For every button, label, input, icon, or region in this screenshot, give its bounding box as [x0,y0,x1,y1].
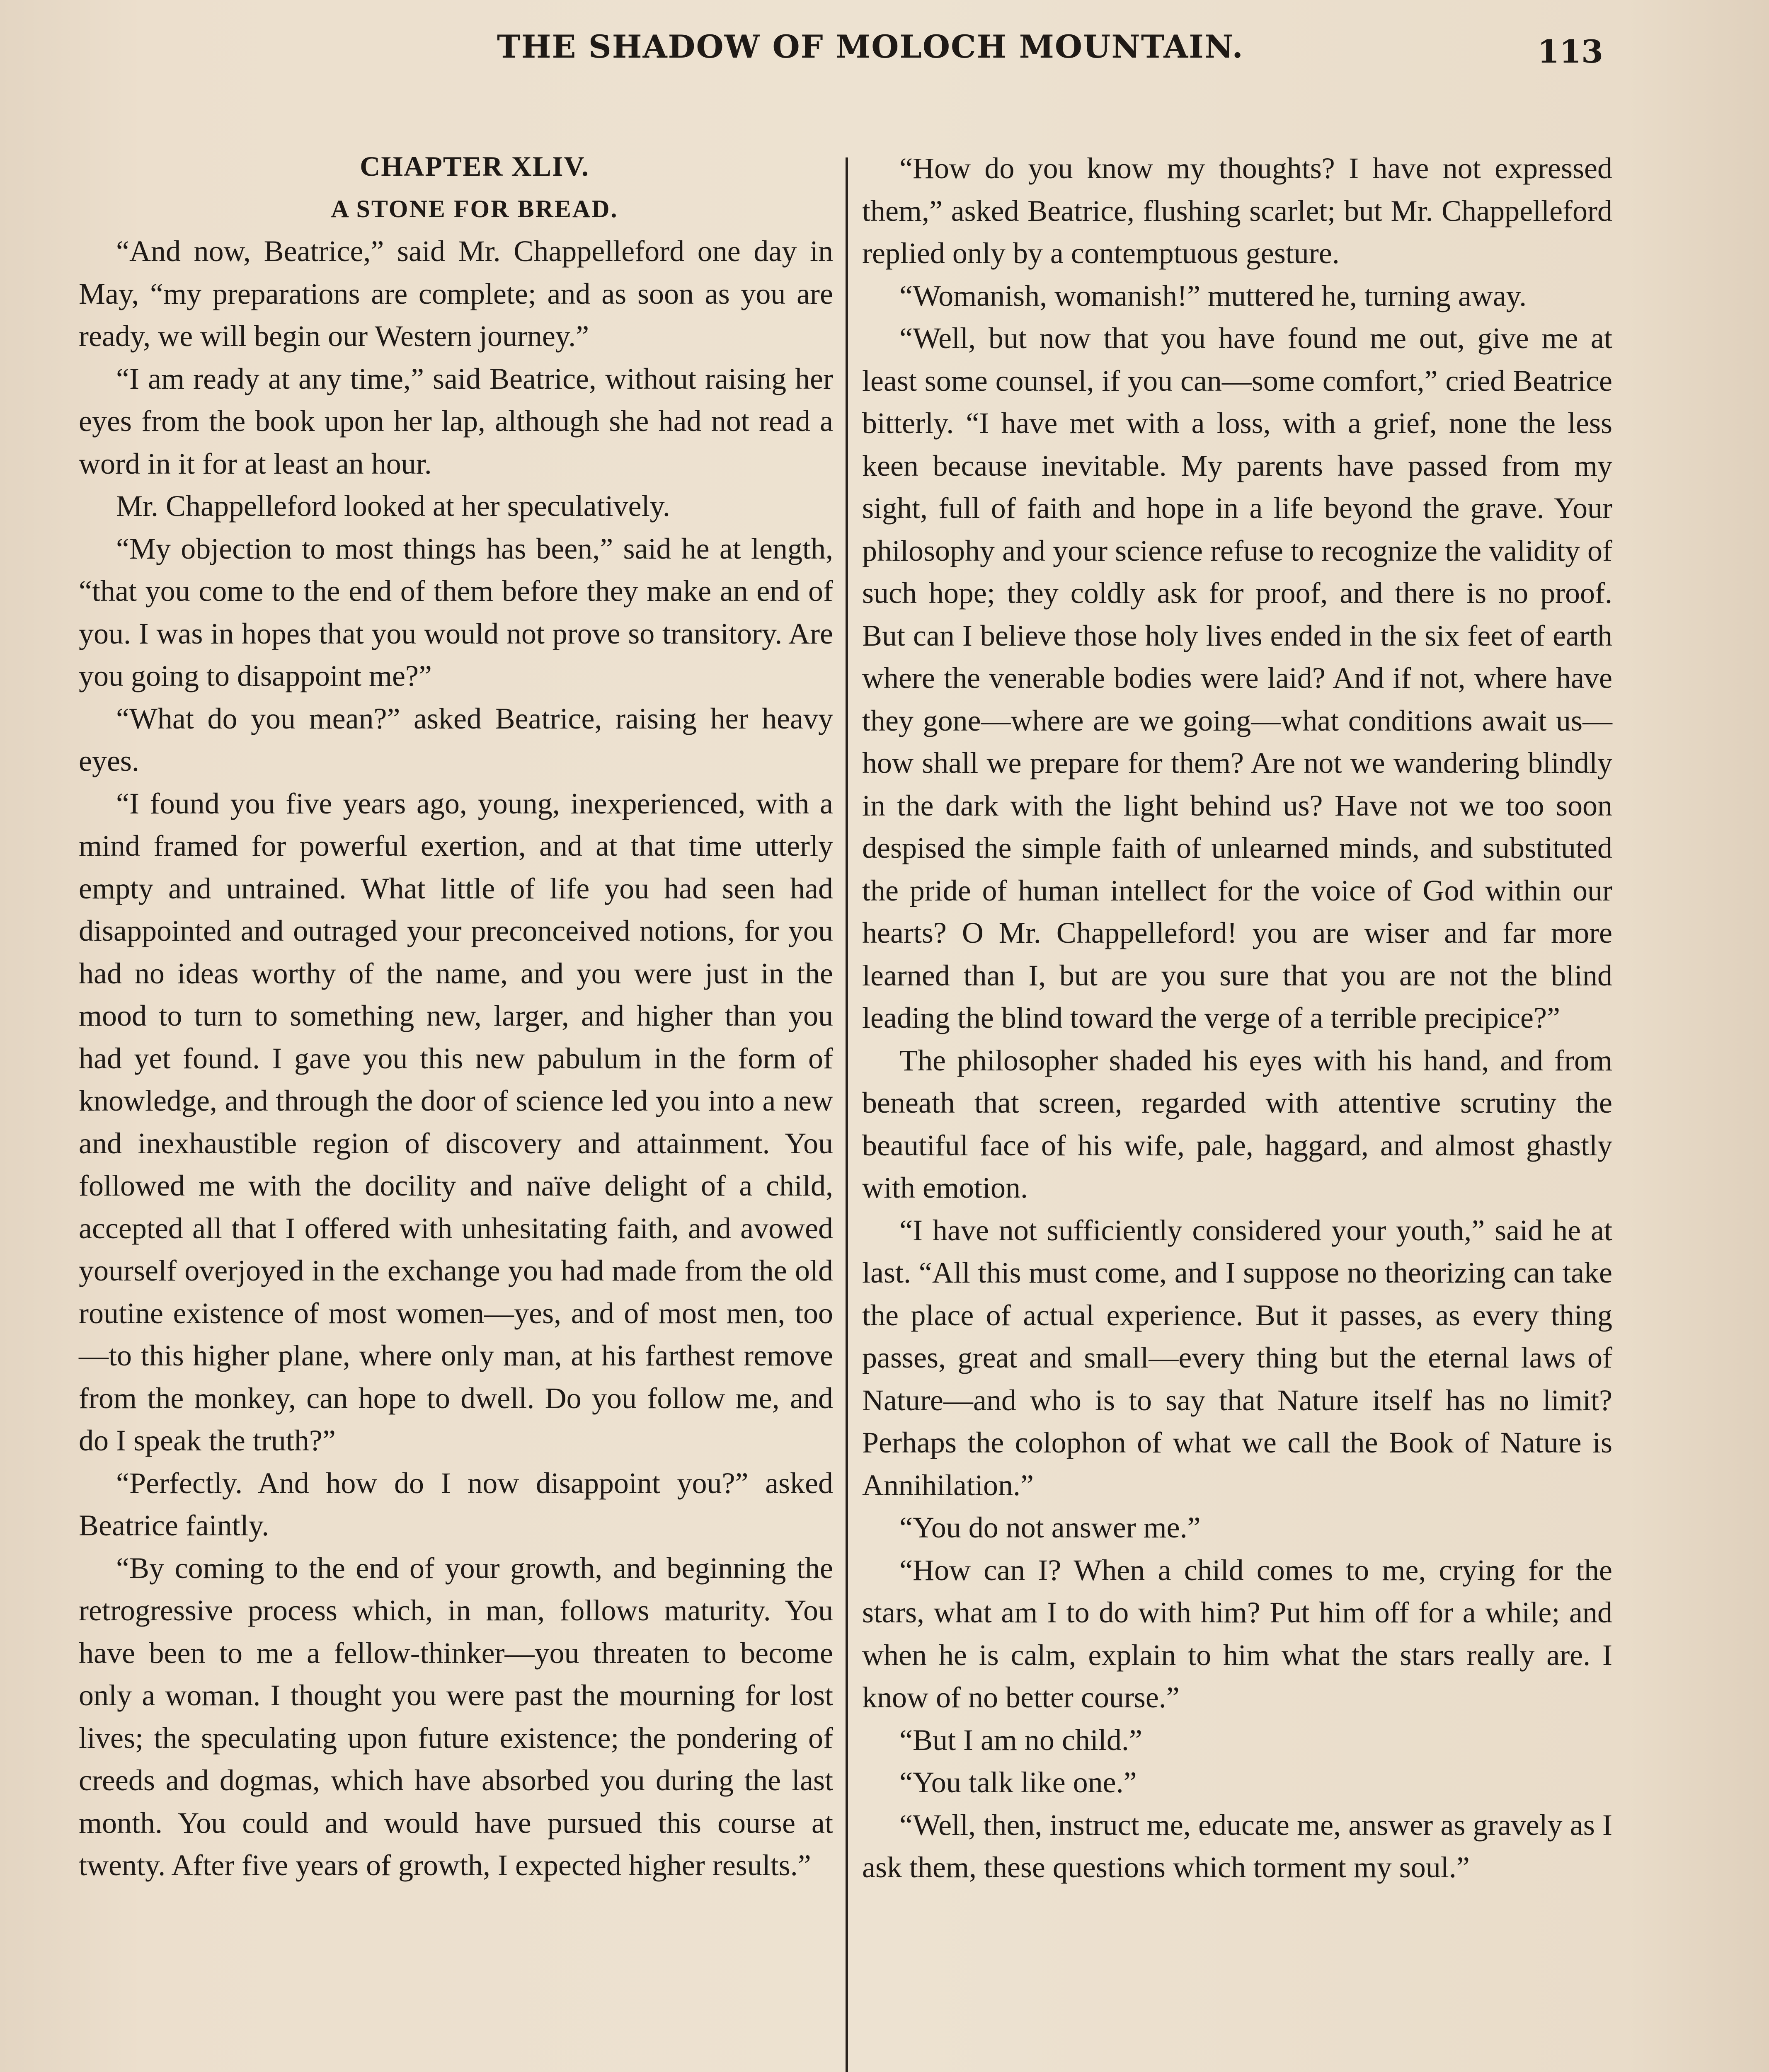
paragraph: The philosopher shaded his eyes with his hand, and from beneath that screen, regarded with attentive scrutiny the beautiful face of his wife, pale, haggard, and almost ghastly with emotion. [862,1043,1612,1204]
paragraph: “I have not sufficiently considered your youth,” said he at last. “All this must come, and I suppose no theorizing can take the place of actual experience. But it passes, as every thing passes, great and small—every thing but the eternal laws of Nature—and who is to say that Nature itself has no limit? Perhaps the colophon of what we call the Book of Nature is Annihilation.” [862,1213,1612,1502]
chapter-title: A STONE FOR BREAD. [331,195,618,223]
paragraph: “Womanish, womanish!” muttered he, turning away. [899,279,1527,312]
paragraph: “How do you know my thoughts? I have not expressed them,” asked Beatrice, flushing scarlet; but Mr. Chappelleford replied only by a contemptuous gesture. [862,152,1612,270]
paragraph: “How can I? When a child comes to me, crying for the stars, what am I to do with him? Put him off for a while; and when he is calm, explain to him what the stars really are. I know of no better course.” [862,1553,1612,1714]
paragraph: “By coming to the end of your growth, and beginning the retrogressive process which, in man, follows maturity. You have been to me a fellow-thinker—you threaten to become only a woman. I thought you were past the mourning for lost lives; the speculating upon future existence; the pondering of creeds and dogmas, which have absorbed you during the last month. You could and would have pursued this course at twenty. After five years of growth, I expected higher results.” [79,1551,833,1882]
page-number: 113 [1537,33,1603,70]
running-title: THE SHADOW OF MOLOCH MOUNTAIN. [497,28,1244,65]
paragraph: “Well, but now that you have found me out, give me at least some counsel, if you can—some comfort,” cried Beatrice bitterly. “I have met with a loss, with a grief, none the less keen because inevitable. My parents have passed from my sight, full of faith and hope in a life beyond the grave. Your philosophy and your science refuse to recognize the validity of such hope; they coldly ask for proof, and there is no proof. But can I believe those holy lives ended in the six feet of earth where the venerable bodies were laid? And if not, where have they gone—where are we going—what conditions await us—how shall we prepare for them? Are not we wandering blindly in the dark with the light behind us? Have not we too soon despised the simple faith of unlearned minds, and substituted the pride of human intellect for the voice of God within our hearts? O Mr. Chappelleford! you are wiser and far more learned than I, but are you sure that you are not the blind leading the blind toward the verge of a terrible precipice?” [862,322,1612,1034]
left-column [79,145,833,1887]
paragraph: “I found you five years ago, young, inexperienced, with a mind framed for powerful exertion, and at that time utterly empty and untrained. What little of life you had seen had disappointed and outraged your preconceived notions, for you had no ideas worthy of the name, and you were just in the mood to turn to something new, larger, and higher than you had yet found. I gave you this new pabulum in the form of knowledge, and through the door of science led you into a new and inexhaustible region of discovery and attainment. You followed me with the docility and naïve delight of a child, accepted all that I offered with unhesitating faith, and avowed yourself overjoyed in the exchange you had made from the old routine existence of most women—yes, and of most men, too—to this higher plane, where only man, at his farthest remove from the monkey, can hope to dwell. Do you follow me, and do I speak the truth?” [79,787,833,1457]
paragraph: Mr. Chappelleford looked at her speculatively. [116,489,670,523]
paragraph: “Perfectly. And how do I now disappoint you?” asked Beatrice faintly. [79,1466,833,1542]
column-divider [846,157,848,2072]
paragraph: “You talk like one.” [899,1766,1137,1799]
paragraph: “My objection to most things has been,” said he at length, “that you come to the end of them before they make an end of you. I was in hopes that you would not prove so transitory. Are you going to disappoint me?” [79,532,833,692]
paragraph: “But I am no child.” [899,1723,1142,1757]
paragraph: “And now, Beatrice,” said Mr. Chappelleford one day in May, “my preparations are complete; and as soon as you are ready, we will begin our Western journey.” [79,235,833,353]
paragraph: “What do you mean?” asked Beatrice, raising her heavy eyes. [79,702,833,777]
chapter-number: CHAPTER XLIV. [360,150,589,182]
paragraph: “Well, then, instruct me, educate me, answer as gravely as I ask them, these questions which torment my soul.” [862,1808,1612,1884]
right-column [862,147,1612,1889]
paragraph: “I am ready at any time,” said Beatrice, without raising her eyes from the book upon her lap, although she had not read a word in it for at least an hour. [79,362,833,480]
paragraph: “You do not answer me.” [899,1511,1201,1544]
